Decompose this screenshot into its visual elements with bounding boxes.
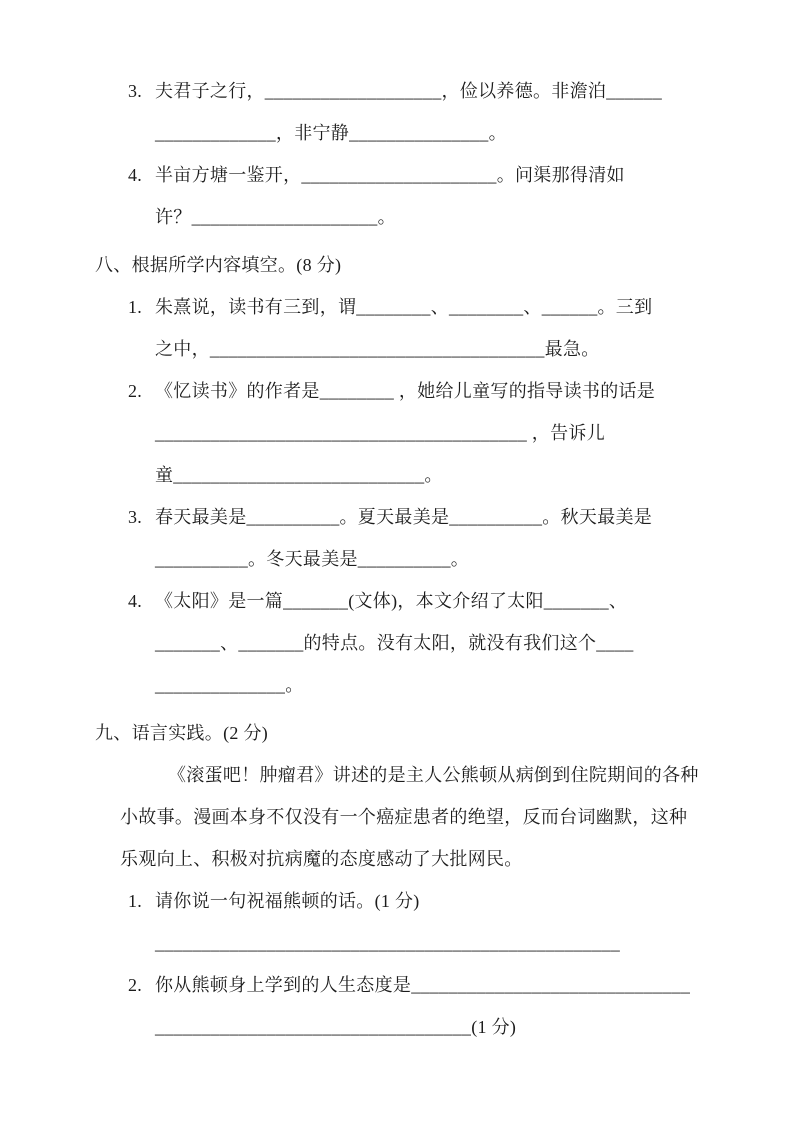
answer-blank-line: __________________________________(1 分) (155, 1017, 517, 1037)
question-number: 4. (128, 165, 143, 185)
text-line: _______、_______的特点。没有太阳，就没有我们这个____ (155, 633, 634, 653)
question-lines (155, 496, 793, 580)
text-line: 童___________________________。 (155, 465, 443, 485)
question-lines (155, 70, 793, 154)
text-line: 《忆读书》的作者是________ ，她给儿童写的指导读书的话是 (155, 381, 656, 401)
question-item-9-1 (128, 880, 793, 964)
text-line: 乐观向上、积极对抗病魔的态度感动了大批网民。 (120, 849, 523, 869)
question-lines (155, 286, 793, 370)
text-line: 你从熊顿身上学到的人生态度是______________________________ (155, 975, 691, 995)
text-line: 《滚蛋吧！肿瘤君》讲述的是主人公熊顿从病倒到住院期间的各种 (168, 765, 699, 785)
text-line: 之中，____________________________________最急。 (155, 339, 600, 359)
text-line: 春天最美是__________。夏天最美是__________。秋天最美是 (155, 507, 653, 527)
section9-intro-paragraph (120, 754, 715, 880)
question-lines (155, 154, 793, 238)
question-item-7-4 (128, 154, 793, 238)
text-line: 半亩方塘一鉴开，_____________________。问渠那得清如 (155, 165, 625, 185)
text-line: 夫君子之行，___________________，俭以养德。非澹泊______ (155, 81, 662, 101)
question-lines (155, 370, 793, 496)
question-number: 2. (128, 381, 143, 401)
text-line: 小故事。漫画本身不仅没有一个癌症患者的绝望，反而台词幽默，这种 (120, 807, 688, 827)
question-item-8-4 (128, 580, 793, 706)
question-number: 3. (128, 507, 143, 527)
question-lines (155, 880, 793, 964)
question-number: 3. (128, 81, 143, 101)
question-item-9-2 (128, 964, 793, 1048)
question-number: 1. (128, 297, 143, 317)
question-item-8-3 (128, 496, 793, 580)
answer-blank-line: __________________________________________________ (155, 933, 620, 953)
question-lines (155, 964, 793, 1048)
question-item-7-3 (128, 70, 793, 154)
text-line: _____________，非宁静_______________。 (155, 123, 507, 143)
text-line: ________________________________________ ，告诉儿 (155, 423, 605, 443)
section9-heading: 九、语言实践。(2 分) (95, 723, 269, 743)
question-number: 2. (128, 975, 143, 995)
text-line: 请你说一句祝福熊顿的话。(1 分) (155, 891, 420, 911)
question-number: 4. (128, 591, 143, 611)
question-item-8-1 (128, 286, 793, 370)
section8-heading: 八、根据所学内容填空。(8 分) (95, 255, 342, 275)
question-item-8-2 (128, 370, 793, 496)
text-line: 《太阳》是一篇_______(文体)，本文介绍了太阳_______、 (155, 591, 628, 611)
text-line: ______________。 (155, 675, 304, 695)
question-number: 1. (128, 891, 143, 911)
question-lines (155, 580, 793, 706)
text-line: 朱熹说，读书有三到，谓________、________、______。三到 (155, 297, 653, 317)
text-line: 许？____________________。 (155, 207, 396, 227)
text-line: __________。冬天最美是__________。 (155, 549, 470, 569)
